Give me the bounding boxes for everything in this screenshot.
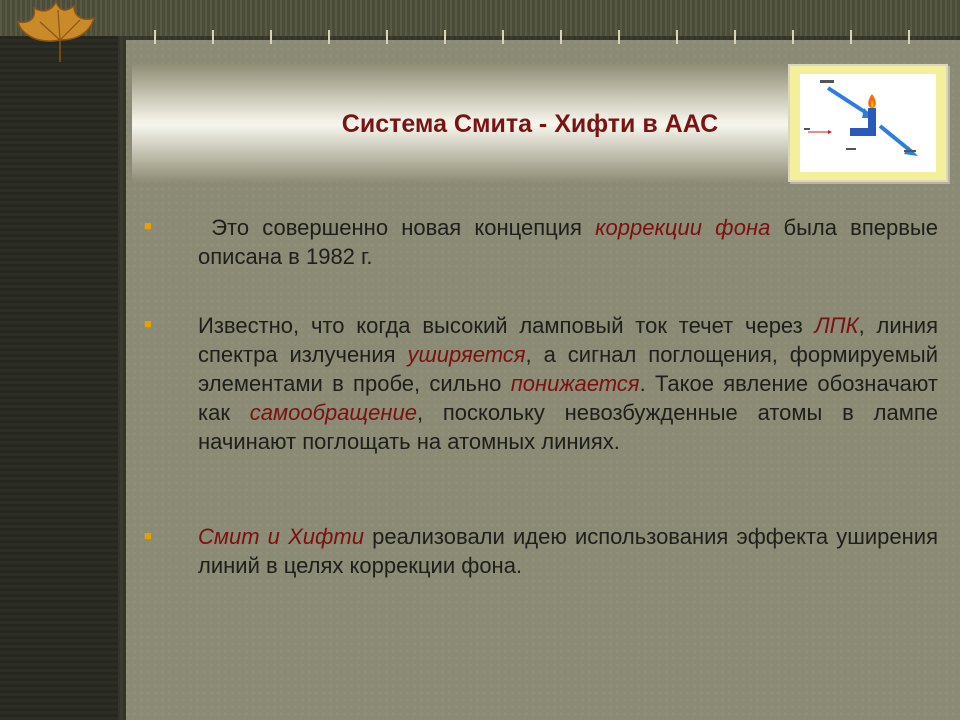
paragraph-3: [198, 522, 938, 580]
p1-text-c: была впервые описана в 1982 г.: [198, 215, 938, 269]
smith-hieftje-diagram: [800, 74, 936, 172]
p1-text-a: Это совершенно новая концепция: [211, 215, 596, 240]
aas-diagram-thumbnail: [788, 64, 948, 182]
p2-text-g: . Такое явление обозначают как: [198, 371, 938, 425]
p2-emphasis-self-reversal: самообращение: [249, 400, 417, 425]
bullet-1-icon: ■: [144, 218, 152, 233]
label-mark-4: [804, 128, 810, 130]
paragraph-2: [198, 311, 938, 456]
incoming-beam-arrow: [828, 88, 868, 114]
paragraph-1: [198, 213, 938, 271]
p2-emphasis-broadens: уширяется: [407, 342, 526, 367]
p2-text-c: , линия спектра излучения: [198, 313, 939, 367]
label-mark: [820, 80, 834, 83]
bullet-2-icon: ■: [144, 316, 152, 331]
bullet-3-icon: ■: [144, 528, 152, 543]
left-texture-band: [0, 36, 118, 720]
burner-column: [868, 108, 876, 136]
p2-text-a: Известно, что когда высокий ламповый ток течет через: [198, 313, 815, 338]
p2-emphasis-lpk: ЛПК: [814, 313, 859, 338]
stitch-border: [126, 30, 960, 44]
p3-emphasis-smith-hieftje: Смит и Хифти: [198, 524, 364, 549]
p3-text-b: реализовали идею использования эффекта уширения линий в целях коррекции фона.: [198, 524, 938, 578]
p1-emphasis-background-correction: коррекции фона: [595, 215, 771, 240]
autumn-leaf-icon: [10, 0, 110, 66]
diagram-canvas: [800, 74, 936, 172]
p2-emphasis-decreases: понижается: [510, 371, 640, 396]
slide-title: Система Смита - Хифти в ААС: [341, 110, 719, 138]
label-mark-3: [846, 148, 856, 150]
p2-text-i: , поскольку невозбужденные атомы в лампе начинают поглощать на атомных линиях.: [198, 400, 938, 454]
label-mark-2: [904, 150, 916, 152]
p2-text-e: , а сигнал поглощения, формируемый элементами в пробе, сильно: [198, 342, 938, 396]
